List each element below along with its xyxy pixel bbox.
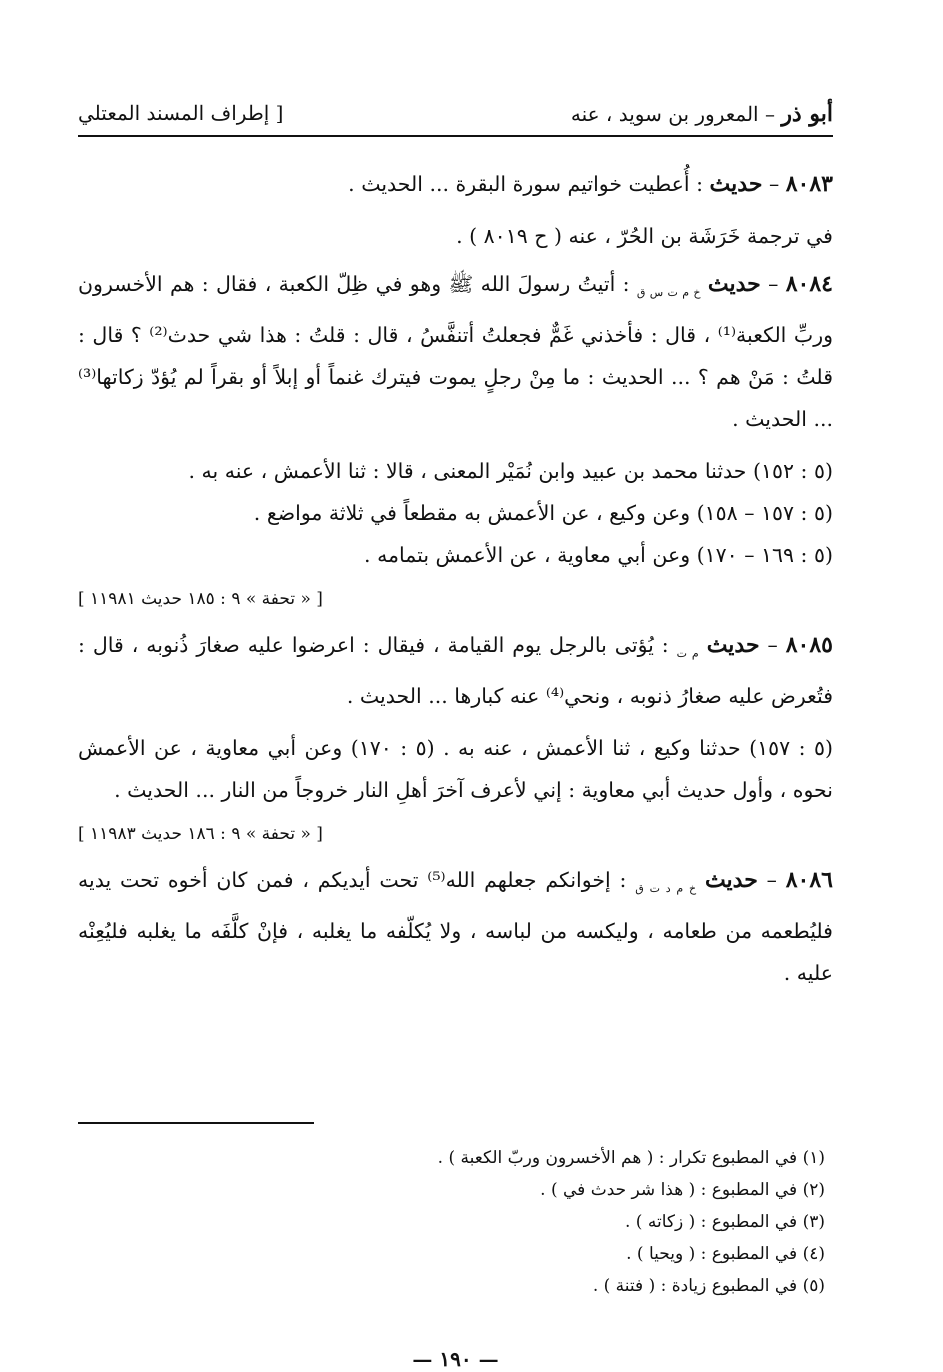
hadith-text: : يُؤتى بالرجل يوم القيامة ، فيقال : اعرضوا عليه صغارَ ذُنوبه ، قال : فتُعرض عليه صغارُ ذنوبه ، ونحي⁽⁴⁾ عنه كبارها ... الحديث .	[78, 633, 833, 709]
sources-8084	[78, 450, 833, 576]
footnote: (٥) في المطبوع زيادة : ( فتنة ) .	[592, 1276, 825, 1296]
running-header	[78, 95, 833, 137]
hadith-8086: ٨٠٨٦ – حديث $_{خ م د ت ق}$ : إخوانكم جعلهم الله⁽⁵⁾ تحت أيديكم ، فمن كان أخوه تحت يديه فليُطعمه من طعامه ، وليكسه من لباسه ، ولا يُكلّفه ما يغلبه ، فإنْ كلَّفَه ما يغلبه فليُعِنْه عليه .	[78, 867, 833, 986]
tuhfa-text: [ « تحفة » ٩ : ١٨٦ حديث ١١٩٨٣ ]	[78, 824, 323, 845]
footnote: (٢) في المطبوع : ( هذا شر حدث في ) .	[540, 1180, 825, 1200]
hadith-keyword: حديث	[706, 632, 760, 659]
source-line: (٥ : ١٥٧ – ١٥٨) وعن وكيع ، عن الأعمش به مقطعاً في ثلاثة مواضع .	[253, 501, 833, 526]
document-page	[78, 95, 833, 1372]
hadith-number: ٨٠٨٣	[785, 171, 833, 197]
tuhfa-reference	[78, 817, 833, 851]
tuhfa-text: [ « تحفة » ٩ : ١٨٥ حديث ١١٩٨١ ]	[78, 589, 323, 610]
footnote: (١) في المطبوع تكرار : ( هم الأخسرون وربّ الكعبة ) .	[437, 1148, 825, 1168]
header-narrator: أبو ذر	[781, 101, 833, 127]
hadith-keyword: حديث	[707, 271, 761, 297]
hadith-8083: ٨٠٨٣ – حديث : أُعطيت خواتيم سورة البقرة ... الحديث .	[348, 171, 833, 197]
hadith-8084: ٨٠٨٤ – حديث $_{خ م ت س ق}$ : أتيتُ رسولَ الله ﷺ وهو في ظِلّ الكعبة ، فقال : هم الأخسرون وربِّ الكعبة⁽¹⁾ ، قال : فأخذني غَمٌّ فجعلتُ أتنفَّسُ ، قال : قلتُ : هذا شي حدث⁽²⁾ ؟ قال : قلتُ : مَنْ هم ؟ ... الحديث : ما مِنْ رجلٍ يموت فيترك غنماً أو إبلاً أو بقراً لم يُؤدّ زكاتها⁽³⁾ ... الحديث .	[78, 271, 833, 432]
hadith-number: ٨٠٨٥	[785, 632, 833, 659]
source-line: (٥ : ١٥٢) حدثنا محمد بن عبيد وابن نُمَيْر المعنى ، قالا : ثنا الأعمش ، عنه به .	[188, 459, 833, 484]
hadith-keyword: حديث	[704, 867, 758, 894]
source-line: (٥ : ١٦٩ – ١٧٠) وعن أبي معاوية ، عن الأعمش بتمامه .	[364, 543, 833, 568]
hadith-number: ٨٠٨٦	[785, 867, 833, 894]
hadith-sigla: م ت	[676, 647, 699, 661]
hadith-sigla: خ م ت س ق	[636, 286, 701, 300]
header-chain: – المعرور بن سويد ، عنه	[570, 102, 782, 126]
hadith-text: : إخوانكم جعلهم الله⁽⁵⁾ تحت أيديكم ، فمن كان أخوه تحت يديه فليُطعمه من طعامه ، وليكسه من لباسه ، ولا يُكلّفه ما يغلبه ، فإنْ كلَّفَه ما يغلبه فليُعِنْه عليه .	[78, 868, 833, 986]
hadith-text: : أتيتُ رسولَ الله ﷺ وهو في ظِلّ الكعبة ، فقال : هم الأخسرون وربِّ الكعبة⁽¹⁾ ، قال : فأخذني غَمٌّ فجعلتُ أتنفَّسُ ، قال : قلتُ : هذا شي حدث⁽²⁾ ؟ قال : قلتُ : مَنْ هم ؟ ... الحديث : ما مِنْ رجلٍ يموت فيترك غنماً أو إبلاً أو بقراً لم يُؤدّ زكاتها⁽³⁾ ... الحديث .	[78, 272, 833, 432]
hadith-sigla: خ م د ت ق	[635, 882, 697, 896]
footnote: (٣) في المطبوع : ( زكاته ) .	[625, 1212, 825, 1232]
footnote-divider	[78, 1122, 314, 1124]
hadith-number: ٨٠٨٤	[785, 271, 833, 297]
footnote: (٤) في المطبوع : ( ويحيا ) .	[626, 1244, 825, 1264]
sources-8085: (٥ : ١٥٧) حدثنا وكيع ، ثنا الأعمش ، عنه به . (٥ : ١٧٠) وعن أبي معاوية ، عن الأعمش نحوه ، وأول حديث أبي معاوية : إني لأعرف آخرَ أهلِ النار خروجاً من النار ... الحديث .	[78, 736, 833, 803]
footnotes	[78, 1142, 833, 1302]
hadith-text: : أُعطيت خواتيم سورة البقرة ... الحديث .	[348, 172, 710, 196]
tuhfa-reference	[78, 582, 833, 616]
hadith-keyword: حديث	[709, 171, 763, 197]
main-text	[78, 163, 833, 1004]
page-number: — ١٩٠ —	[412, 1347, 499, 1371]
header-chapter	[571, 101, 833, 127]
header-book-title: [ إطراف المسند المعتلي	[78, 101, 284, 125]
cross-reference: في ترجمة خَرَشَة بن الحُرّ ، عنه ( ح ٨٠١٩ ) .	[456, 224, 833, 248]
hadith-8085: ٨٠٨٥ – حديث $_{م ت}$ : يُؤتى بالرجل يوم القيامة ، فيقال : اعرضوا عليه صغارَ ذُنوبه ، قال : فتُعرض عليه صغارُ ذنوبه ، ونحي⁽⁴⁾ عنه كبارها ... الحديث .	[78, 632, 833, 709]
